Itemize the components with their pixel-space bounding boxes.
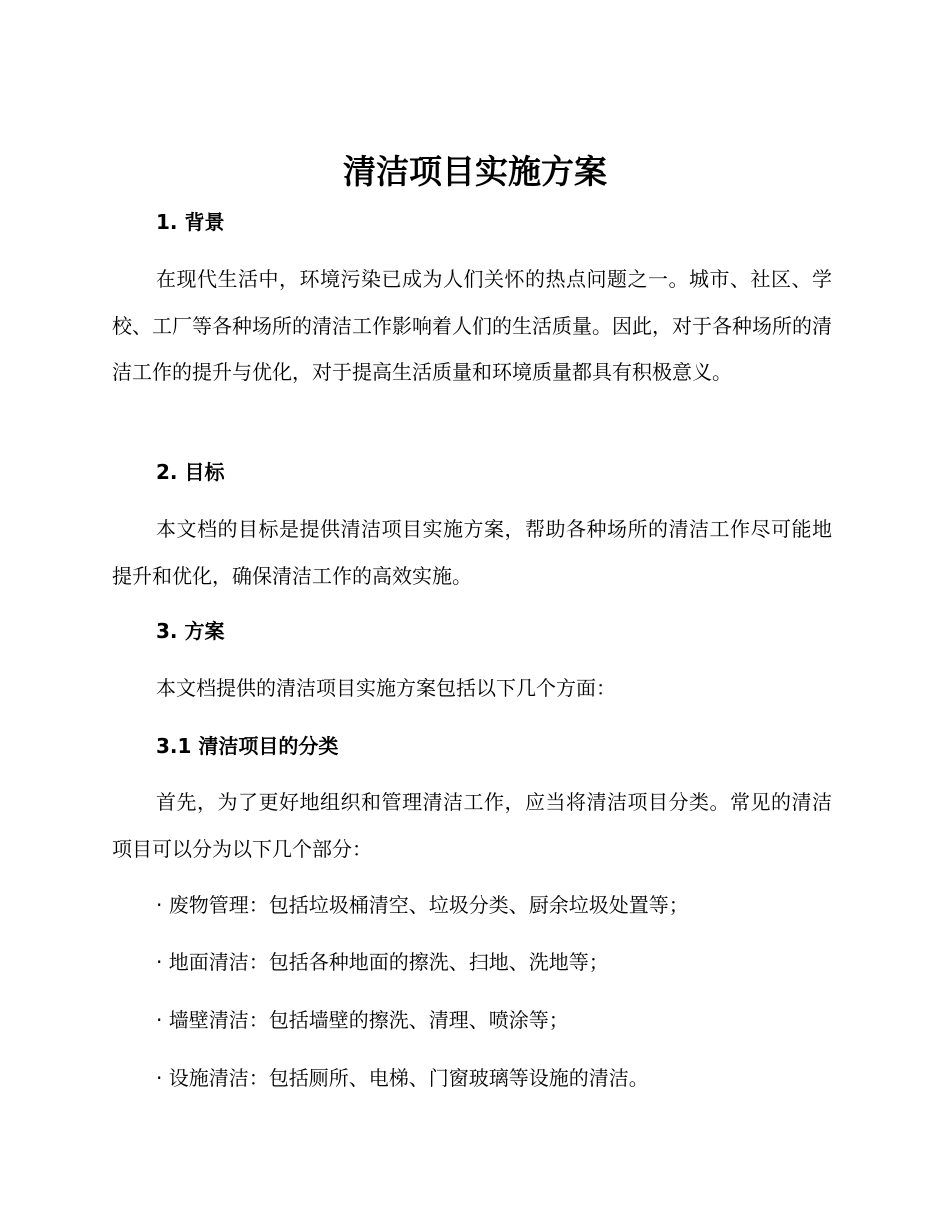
paragraph-plan: 本文档提供的清洁项目实施方案包括以下几个方面： — [156, 676, 616, 700]
paragraph-goal: 本文档的目标是提供清洁项目实施方案，帮助各种场所的清洁工作尽可能地提升和优化，确保清洁工作的高效实施。 — [112, 517, 832, 588]
section-heading-plan: 3. 方案 — [156, 619, 225, 643]
document-title: 清洁项目实施方案 — [343, 152, 607, 191]
list-item-waste-management: · 废物管理：包括垃圾桶清空、垃圾分类、厨余垃圾处置等； — [156, 893, 689, 917]
section-heading-classification: 3.1 清洁项目的分类 — [156, 734, 339, 758]
paragraph-background: 在现代生活中，环境污染已成为人们关怀的热点问题之一。城市、社区、学校、工厂等各种场所的清洁工作影响着人们的生活质量。因此，对于各种场所的清洁工作的提升与优化，对于提高生活质量和环境质量都具有积极意义。 — [112, 267, 832, 384]
list-item-floor-cleaning: · 地面清洁：包括各种地面的擦洗、扫地、洗地等； — [156, 950, 609, 974]
paragraph-classification: 首先，为了更好地组织和管理清洁工作，应当将清洁项目分类。常见的清洁项目可以分为以下几个部分： — [112, 790, 832, 861]
section-heading-goal: 2. 目标 — [156, 460, 225, 484]
list-item-facility-cleaning: · 设施清洁：包括厕所、电梯、门窗玻璃等设施的清洁。 — [156, 1066, 649, 1090]
list-item-wall-cleaning: · 墙壁清洁：包括墙壁的擦洗、清理、喷涂等； — [156, 1008, 569, 1032]
section-heading-background: 1. 背景 — [156, 210, 225, 234]
